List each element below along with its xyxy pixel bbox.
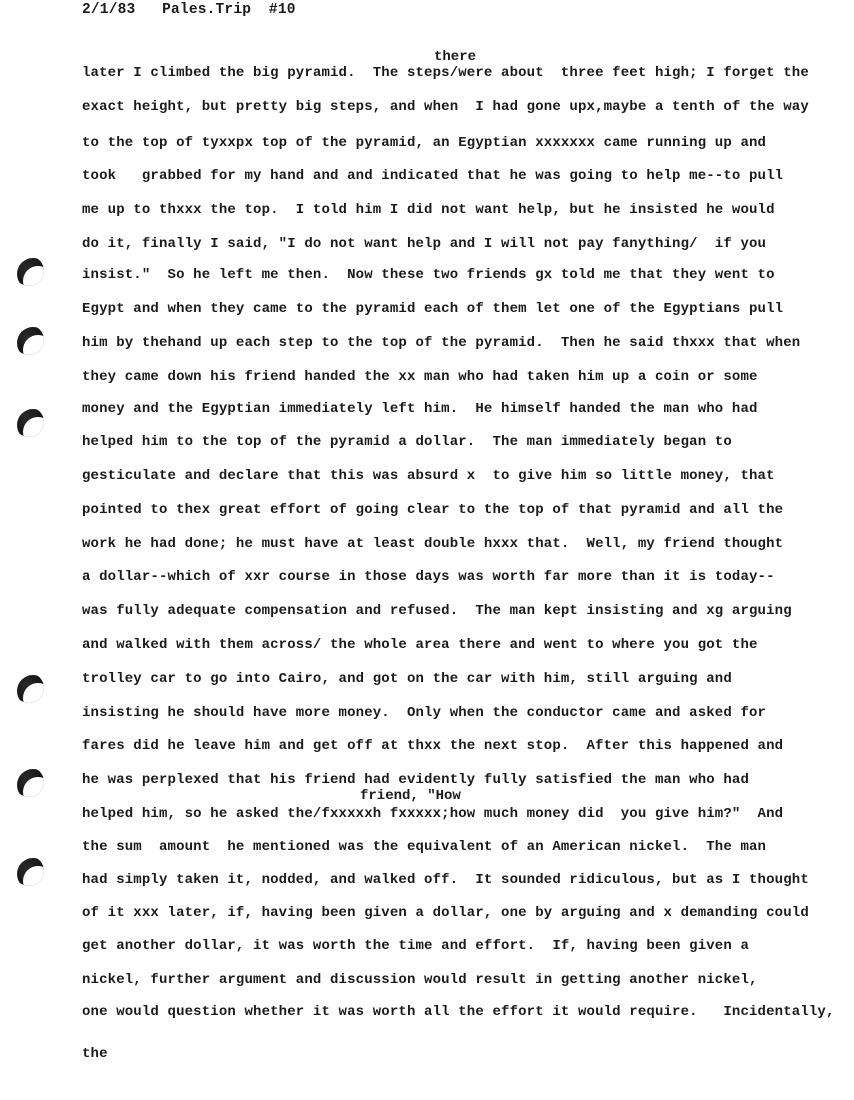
text-line: later I climbed the big pyramid. The steps/were about three feet high; I forget the <box>82 65 809 81</box>
interlinear-insertion-there: there <box>434 49 477 65</box>
text-line: they came down his friend handed the xx man who had taken him up a coin or some <box>82 369 758 385</box>
binder-hole-icon <box>14 856 44 886</box>
text-line: of it xxx later, if, having been given a dollar, one by arguing and x demanding could <box>82 905 809 921</box>
text-line: was fully adequate compensation and refused. The man kept insisting and xg arguing <box>82 603 792 619</box>
binder-hole-icon <box>14 325 44 355</box>
page-header: 2/1/83 Pales.Trip #10 <box>82 2 296 18</box>
text-line: a dollar--which of xxr course in those days was worth far more than it is today-- <box>82 569 775 585</box>
interlinear-insertion-friend: friend, "How <box>360 788 461 804</box>
text-line: the <box>82 1046 108 1062</box>
text-line: nickel, further argument and discussion would result in getting another nickel, <box>82 972 758 988</box>
text-line: to the top of tyxxpx top of the pyramid, an Egyptian xxxxxxx came running up and <box>82 135 767 151</box>
text-line: insist." So he left me then. Now these two friends gx told me that they went to <box>82 267 775 283</box>
text-line: one would question whether it was worth all the effort it would require. Incidentally, <box>82 1004 835 1020</box>
text-line: he was perplexed that his friend had evidently fully satisfied the man who had <box>82 772 750 788</box>
text-line: trolley car to go into Cairo, and got on the car with him, still arguing and <box>82 671 732 687</box>
text-line: him by thehand up each step to the top of the pyramid. Then he said thxxx that when <box>82 335 801 351</box>
text-line: helped him to the top of the pyramid a dollar. The man immediately began to <box>82 434 732 450</box>
binder-hole-icon <box>14 673 44 703</box>
text-line: pointed to thex great effort of going clear to the top of that pyramid and all the <box>82 502 784 518</box>
text-line: the sum amount he mentioned was the equivalent of an American nickel. The man <box>82 839 767 855</box>
text-line: had simply taken it, nodded, and walked off. It sounded ridiculous, but as I thought <box>82 872 809 888</box>
text-line: insisting he should have more money. Only when the conductor came and asked for <box>82 705 767 721</box>
text-line: do it, finally I said, "I do not want help and I will not pay fanything/ if you <box>82 236 767 252</box>
binder-hole-icon <box>14 407 44 437</box>
text-line: me up to thxxx the top. I told him I did not want help, but he insisted he would <box>82 202 775 218</box>
text-line: fares did he leave him and get off at thxx the next stop. After this happened and <box>82 738 784 754</box>
text-line: helped him, so he asked the/fxxxxxh fxxxxx;how much money did you give him?" And <box>82 806 784 822</box>
text-line: exact height, but pretty big steps, and when I had gone upx,maybe a tenth of the way <box>82 99 809 115</box>
text-line: money and the Egyptian immediately left him. He himself handed the man who had <box>82 401 758 417</box>
binder-hole-icon <box>14 256 44 286</box>
text-line: gesticulate and declare that this was absurd x to give him so little money, that <box>82 468 775 484</box>
binder-hole-icon <box>14 767 44 797</box>
text-line: work he had done; he must have at least double hxxx that. Well, my friend thought <box>82 536 784 552</box>
text-line: took grabbed for my hand and and indicated that he was going to help me--to pull <box>82 168 784 184</box>
text-line: and walked with them across/ the whole area there and went to where you got the <box>82 637 758 653</box>
text-line: Egypt and when they came to the pyramid each of them let one of the Egyptians pull <box>82 301 784 317</box>
text-line: get another dollar, it was worth the time and effort. If, having been given a <box>82 938 750 954</box>
